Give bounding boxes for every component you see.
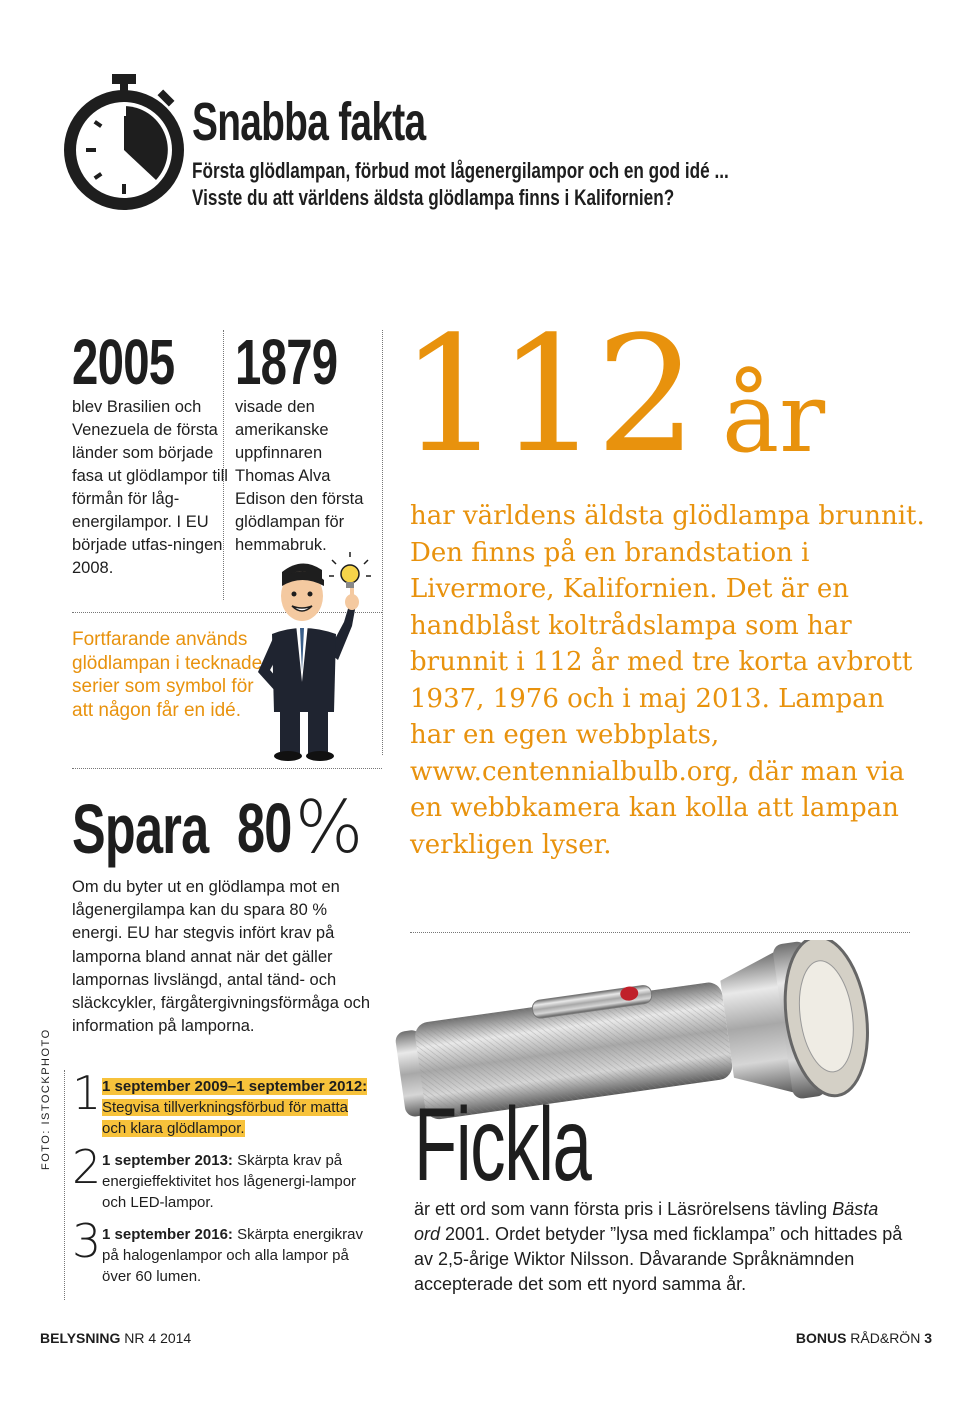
fact-2005-text: blev Brasilien och Venezuela de första länder som började fasa ut glödlampor till förmån för låg-energilampor. I EU började utfas-ningen 2008.	[72, 398, 228, 577]
page-number: 3	[924, 1330, 932, 1346]
bulb-112-unit: år	[722, 362, 826, 474]
timeline-item-text: Skärpta krav på energieffektivitet hos lågenergi-lampor och LED-lampor.	[102, 1152, 357, 1211]
footer-publication: BELYSNING	[40, 1330, 121, 1346]
fickla-text	[414, 1197, 904, 1297]
timeline-item-number: 1	[72, 1066, 102, 1120]
divider-vertical	[64, 1070, 65, 1300]
timeline-item	[72, 1214, 372, 1287]
spara-text: Om du byter ut en glödlampa mot en lågenergilampa kan du spara 80 % energi. EU har stegvis infört krav på lamporna bland annat när det gäller lampornas livslängd, antal tänd- och släckcykler, färgåtergivningsförmåga och information på lamporna.	[72, 878, 371, 1036]
fickla-text-part: är ett ord som vann första pris i Läsrörelsens tävling	[414, 1199, 833, 1219]
timeline-item-date: 1 september 2016:	[102, 1226, 233, 1243]
fact-1879-text: visade den amerikanske uppfinnaren Thomas Alva Edison den första glödlampan för hemmabruk.	[235, 398, 364, 554]
spara-percent-sign: %	[294, 785, 364, 869]
fact-2005-year: 2005	[72, 326, 175, 398]
bulb-112-text: har världens äldsta glödlampa brunnit. Den finns på en brandstation i Livermore, Kalifornien. Det är en handblåst koltrådslampa som har brunnit i 112 år med tre korta avbrott 1937, 1976 och i maj 2013. Lampan har en egen webbplats, www.centennialbulb.org, där man via en webbkamera kan kolla att lampan verkligen lyser.	[410, 501, 925, 860]
page-subtitle-line-2: Visste du att världens äldsta glödlampa finns i Kalifornien?	[192, 185, 675, 210]
timeline-list	[72, 1066, 372, 1298]
stopwatch-icon	[60, 72, 188, 212]
page-title: Snabba fakta	[192, 92, 426, 152]
divider-horizontal	[410, 932, 910, 933]
fickla-text-part: 2001. Ordet betyder ”lysa med ficklampa” och hittades på av 2,5-årige Wiktor Nilsson. Dåvarande Språknämnden accepterade det som ett nyord samma år.	[414, 1224, 903, 1294]
divider-horizontal	[72, 768, 382, 769]
spara-percentage	[237, 785, 385, 869]
timeline-item-number: 3	[72, 1214, 102, 1268]
lightbulb-icon	[329, 552, 371, 588]
idea-note: Fortfarande används glödlampan i tecknade serier som symbol för att någon får en idé.	[72, 629, 263, 721]
cartoon-man-idea-illustration	[252, 552, 380, 762]
fickla-heading: Fickla	[414, 1087, 591, 1203]
timeline-item-number: 2	[72, 1140, 102, 1194]
timeline-item-date: 1 september 2009–1 september 2012:	[102, 1078, 368, 1095]
timeline-item	[72, 1140, 372, 1213]
page-subtitle-line-1: Första glödlampan, förbud mot lågenergilampor och en god idé ...	[192, 158, 729, 183]
bulb-112-number: 112	[400, 301, 694, 488]
footer-section-name: RÅD&RÖN	[846, 1330, 925, 1346]
footer-left	[40, 1330, 191, 1346]
timeline-item	[72, 1066, 372, 1139]
timeline-item-text: Skärpta energikrav på halogenlampor och alla lampor på över 60 lumen.	[102, 1226, 363, 1285]
spara-heading	[72, 790, 262, 868]
timeline-item-date: 1 september 2013:	[102, 1152, 233, 1169]
spara-word: Spara	[72, 790, 209, 868]
timeline-item-text: Stegvisa tillverkningsförbud för matta och klara glödlampor.	[102, 1099, 348, 1137]
spara-number: 80	[237, 789, 292, 867]
photo-credit: FOTO: ISTOCKPHOTO	[40, 1028, 52, 1170]
footer-section: BONUS	[795, 1330, 847, 1346]
footer-right	[796, 1330, 932, 1346]
footer-issue: NR 4 2014	[120, 1330, 192, 1346]
fickla-text-italic: Bästa ord	[414, 1199, 879, 1244]
fact-1879-year: 1879	[235, 326, 338, 398]
